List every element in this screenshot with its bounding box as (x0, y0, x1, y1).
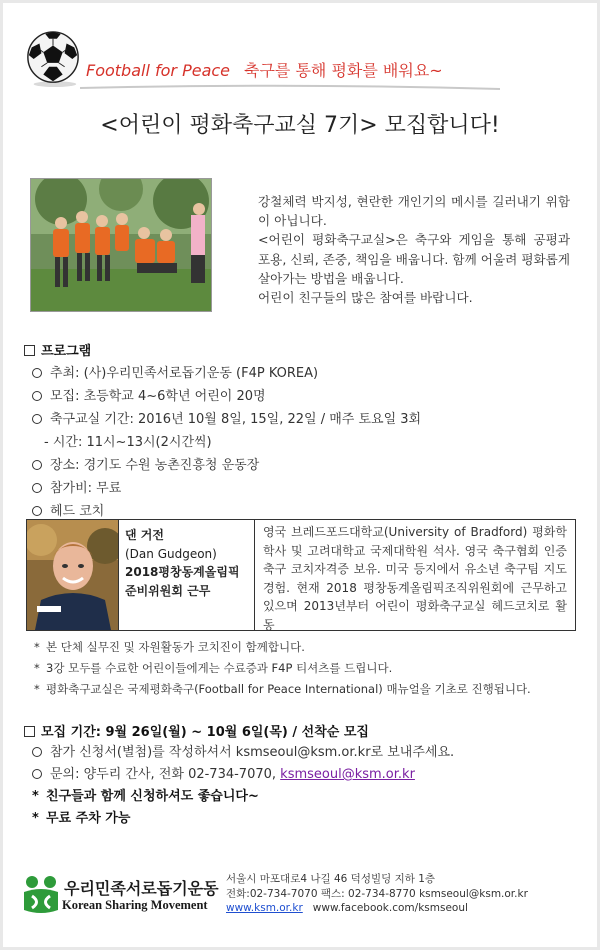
tagline-underline (80, 84, 500, 92)
circle-bullet-icon (32, 391, 42, 401)
list-item: 참가 신청서(별첨)를 작성하셔서 ksmseoul@ksm.or.kr로 보내주세요. (32, 742, 572, 764)
asterisk-icon: * (34, 640, 40, 654)
coach-name-cell (119, 520, 255, 630)
list-item: - 시간: 11시~13시(2시간씩) (44, 435, 212, 450)
address-line: 서울시 마포대로4 나길 46 덕성빌딩 지하 1층 (226, 873, 436, 885)
asterisk-icon: * (32, 811, 39, 826)
square-bullet-icon (24, 726, 35, 737)
intro-text (258, 192, 570, 307)
list-item: * 평화축구교실은 국제평화축구(Football for Peace International) 매뉴얼을 기초로 진행됩니다. (34, 679, 574, 700)
circle-bullet-icon (32, 769, 42, 779)
tagline-en: Football for Peace (86, 61, 231, 80)
circle-bullet-icon (32, 747, 42, 757)
coach-photo (27, 520, 119, 630)
list-item: 헤드 코치 (32, 500, 572, 523)
list-item: 추최: (사)우리민족서로돕기운동 (F4P KOREA) (32, 362, 572, 385)
tagline (86, 58, 586, 84)
page-title: <어린이 평화축구교실 7기> 모집합니다! (100, 113, 500, 138)
coach-name-en: (Dan Gudgeon) (125, 546, 217, 561)
asterisk-icon: * (32, 789, 39, 804)
org-name-en: Korean Sharing Movement (62, 898, 208, 912)
circle-bullet-icon (32, 483, 42, 493)
coach-table (26, 519, 576, 631)
list-item: 장소: 경기도 수원 농촌진흥청 운동장 (32, 454, 572, 477)
program-list (32, 362, 572, 523)
list-item: 모집: 초등학교 4~6학년 어린이 20명 (32, 385, 572, 408)
list-item: 문의: 양두리 간사, 전화 02-734-7070, ksmseoul@ksm.or.kr (32, 764, 572, 786)
coach-name-ko: 댄 거전 (125, 528, 164, 542)
intro-paragraph: 강철체력 박지성, 현란한 개인기의 메시를 길러내기 위함이 아닙니다. (258, 194, 570, 229)
list-item: * 무료 주차 가능 (32, 808, 572, 830)
circle-bullet-icon (32, 414, 42, 424)
org-name-ko: 우리민족서로돕기운동 (64, 879, 219, 898)
list-item: 축구교실 기간: 2016년 10월 8일, 15일, 22일 / 매주 토요일 3회 (32, 408, 572, 431)
contact-email-link[interactable]: ksmseoul@ksm.or.kr (280, 767, 415, 782)
website-link[interactable]: www.ksm.or.kr (226, 902, 303, 914)
notes-list (34, 637, 574, 700)
phone-line: 전화:02-734-7070 팩스: 02-734-8770 ksmseoul@ksm.or.kr (226, 887, 528, 900)
tagline-ko: 축구를 통해 평화를 배워요~ (244, 61, 443, 80)
coach-role: 2018평창동계올림픽 준비위원회 근무 (125, 565, 240, 598)
list-item: 참가비: 무료 (32, 477, 572, 500)
soccer-ball-icon (24, 30, 82, 88)
list-item: * 친구들과 함께 신청하셔도 좋습니다~ (32, 786, 572, 808)
recruit-heading: 모집 기간: 9월 26일(월) ~ 10월 6일(목) / 선착순 모집 (24, 721, 369, 740)
list-item: * 3강 모두를 수료한 어린이들에게는 수료증과 F4P 티셔츠를 드립니다. (34, 658, 574, 679)
intro-paragraph: <어린이 평화축구교실>은 축구와 게임을 통해 공평과 포용, 신뢰, 존중, 책임을 배웁니다. 함께 어울려 평화롭게 살아가는 방법을 배웁니다. (258, 232, 570, 286)
children-photo (30, 178, 212, 312)
asterisk-icon: * (34, 661, 40, 675)
web-line (226, 901, 586, 916)
recruit-list (32, 742, 572, 830)
intro-paragraph: 어린이 친구들의 많은 참여를 바랍니다. (258, 290, 473, 306)
circle-bullet-icon (32, 460, 42, 470)
circle-bullet-icon (32, 368, 42, 378)
facebook-text: www.facebook.com/ksmseoul (312, 902, 468, 914)
program-heading: 프로그램 (24, 340, 91, 359)
coach-bio: 영국 브레드포드대학교(University of Bradford) 평화학 학사 및 고려대학교 국제대학원 석사. 영국 축구협회 인증 축구 코치자격증 보유. 미국 등지에서 유소년 축구팀 지도 경험. 현재 2018 평창동계올림픽조직위원회에 근무하고 있으며 2013년부터 어린이 평화축구교실 헤드코치로 활동 (263, 525, 567, 632)
footer-address (226, 872, 586, 916)
asterisk-icon: * (34, 682, 40, 696)
circle-bullet-icon (32, 506, 42, 516)
square-bullet-icon (24, 345, 35, 356)
list-item: * 본 단체 실무진 및 자원활동가 코치진이 함께합니다. (34, 637, 574, 658)
